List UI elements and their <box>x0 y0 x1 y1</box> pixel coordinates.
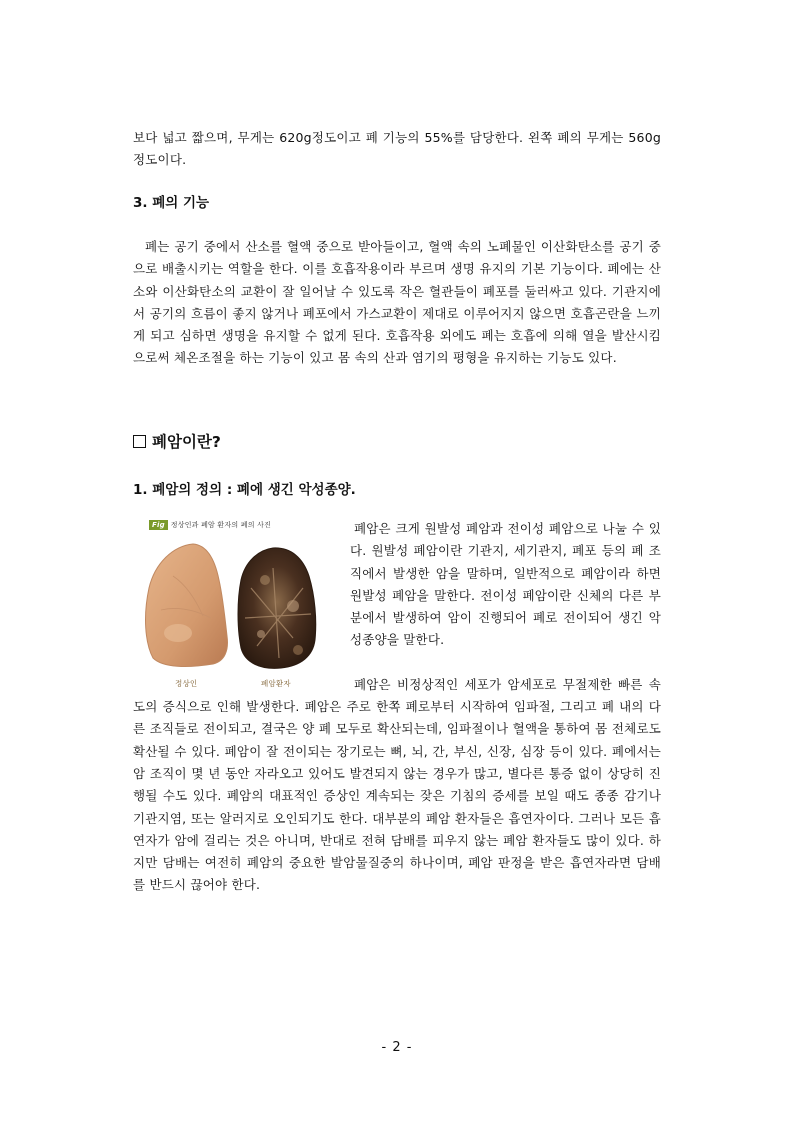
cancer-lung-image <box>238 548 316 668</box>
figure-title: 정상인과 폐암 환자의 폐의 사진 <box>170 521 272 529</box>
caption-normal: 정상인 <box>175 679 198 688</box>
page-number: - 2 - <box>381 1040 413 1055</box>
definition-paragraph-2 <box>133 674 661 897</box>
definition-text-2: 폐암은 비정상적인 세포가 암세포로 무절제한 빠른 속도의 증식으로 인해 발생한다. 폐암은 주로 한쪽 폐로부터 시작하여 임파절, 그리고 폐 내의 다른 조직들로 전이되고, 결국은 양 폐 모두로 확산되는데, 임파절이나 혈액을 통하여 몸 전체로도 확산될 수 있다. 폐암이 잘 전이되는 장기로는 뼈, 뇌, 간, 부신, 신장, 심장 등이 있다. 폐에서는 암 조직이 몇 년 동안 자라오고 있어도 발견되지 않는 경우가 많고, 별다른 통증 없이 상당히 진행될 수도 있다. 폐암의 대표적인 증상인 계속되는 잦은 기침의 증세를 보일 때도 종종 감기나 기관지염, 또는 알러지로 오인되기도 한다. 대부분의 폐암 환자들은 흡연자이다. 그러나 모든 흡연자가 암에 걸리는 것은 아니며, 반대로 전혀 담배를 피우지 않는 폐암 환자들도 많이 있다. 하지만 담배는 여전히 폐암의 중요한 발암물질중의 하나이며, 폐암 판정을 받은 흡연자라면 담배를 반드시 끊어야 한다. <box>133 676 661 893</box>
section-3-heading: 3. 폐의 기능 <box>133 195 210 211</box>
main-heading-text: 폐암이란? <box>152 433 221 451</box>
lung-function-paragraph: 폐는 공기 중에서 산소를 혈액 중으로 받아들이고, 혈액 속의 노폐물인 이산화탄소를 공기 중으로 배출시키는 역할을 한다. 이를 호흡작용이라 부르며 생명 유지의 기본 기능이다. 폐에는 산소와 이산화탄소의 교환이 잘 일어날 수 있도록 작은 혈관들이 폐포를 둘러싸고 있다. 기관지에서 공기의 흐름이 좋지 않거나 폐포에서 가스교환이 제대로 이루어지지 않으면 호흡곤란을 느끼게 되고 심하면 생명을 유지할 수 없게 된다. 호흡작용 외에도 폐는 호흡에 의해 열을 발산시킴으로써 체온조절을 하는 기능이 있고 몸 속의 산과 염기의 평형을 유지하는 기능도 있다. <box>133 239 661 366</box>
lung-photos <box>133 518 331 692</box>
normal-lung-image <box>146 544 228 666</box>
lung-comparison-figure <box>133 518 331 692</box>
intro-paragraph: 보다 넓고 짧으며, 무게는 620g정도이고 폐 기능의 55%를 담당한다. 왼쪽 폐의 무게는 560g 정도이다. <box>133 130 661 168</box>
subsection-1-heading: 1. 폐암의 정의 : 폐에 생긴 악성종양. <box>133 482 356 498</box>
definition-text-1: 폐암은 크게 원발성 폐암과 전이성 폐암으로 나눌 수 있다. 원발성 폐암이란 기관지, 세기관지, 폐포 등의 폐 조직에서 발생한 암을 말하며, 일반적으로 폐암이라 하면 원발성 폐암을 말한다. 전이성 폐암이란 신체의 다른 부분에서 발생하여 암이 진행되어 폐로 전이되어 생긴 악성종양을 말한다. <box>350 521 661 648</box>
main-heading <box>133 431 221 453</box>
figure-tag: Fig <box>149 520 168 530</box>
caption-cancer: 폐암환자 <box>261 679 291 688</box>
definition-block <box>133 518 661 897</box>
checkbox-square-icon <box>133 435 146 448</box>
